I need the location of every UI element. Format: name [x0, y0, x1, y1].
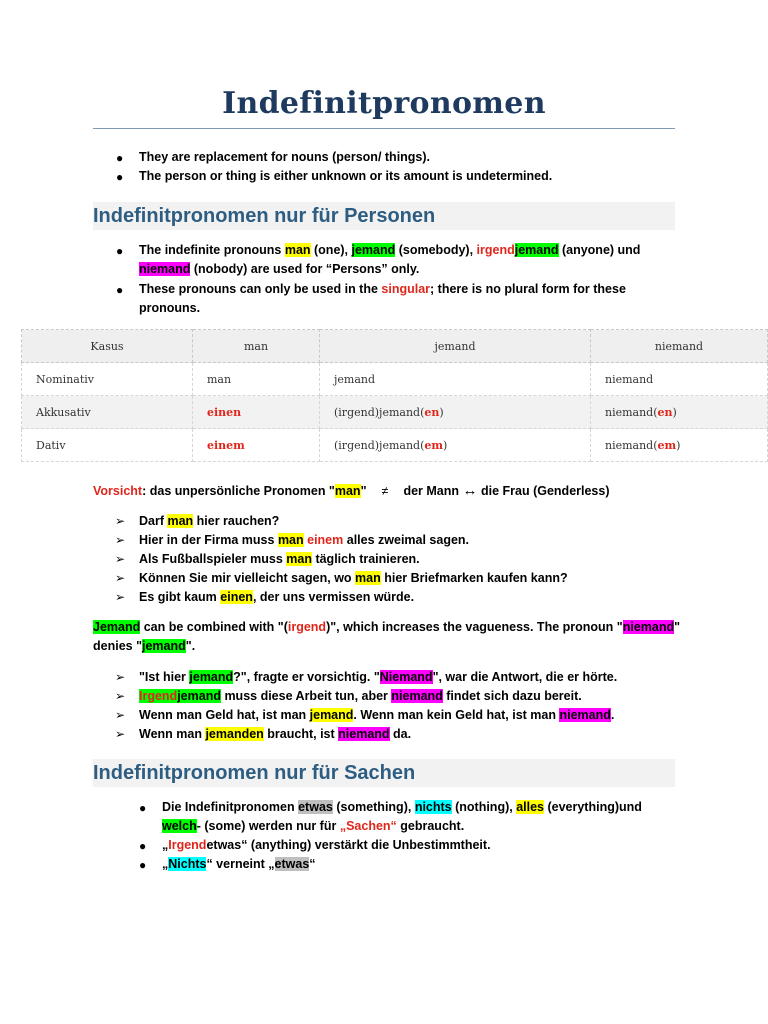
table-row — [22, 363, 768, 396]
bullet-icon: ● — [139, 839, 147, 853]
column-header: Kasus — [22, 330, 193, 363]
intro-item: They are replacement for nouns (person/ things). — [139, 150, 431, 164]
table-header-row — [22, 330, 768, 363]
table-cell: einem — [193, 429, 320, 462]
arrow-bullet-icon: ➢ — [115, 590, 126, 604]
vorsicht-note: Vorsicht: das unpersönliche Pronomen "man" ≠ der Mann ↔ die Frau (Genderless) — [93, 482, 610, 499]
table-cell: Nominativ — [22, 363, 193, 396]
table-cell: niemand — [591, 363, 768, 396]
arrow-bullet-icon: ➢ — [115, 571, 126, 585]
table-cell: Akkusativ — [22, 396, 193, 429]
table-cell: einen — [193, 396, 320, 429]
page-title: Indefinitpronomen — [222, 86, 546, 121]
column-header: niemand — [591, 330, 768, 363]
jemand-example: Wenn man jemanden braucht, ist niemand da. — [139, 727, 412, 741]
table-row — [22, 429, 768, 462]
table-cell: Dativ — [22, 429, 193, 462]
man-example: Hier in der Firma muss man einem alles zweimal sagen. — [139, 533, 470, 547]
jemand-example: Irgendjemand muss diese Arbeit tun, aber niemand findet sich dazu bereit. — [139, 689, 582, 703]
bullet-icon: ● — [139, 858, 147, 872]
table-cell: niemand(en) — [591, 396, 768, 429]
bullet-icon: ● — [116, 170, 124, 184]
title-divider — [93, 128, 675, 129]
arrow-bullet-icon: ➢ — [115, 552, 126, 566]
man-example: Es gibt kaum einen, der uns vermissen würde. — [139, 590, 415, 604]
column-header: jemand — [320, 330, 591, 363]
bullet-icon: ● — [116, 244, 124, 258]
column-header: man — [193, 330, 320, 363]
arrow-bullet-icon: ➢ — [115, 533, 126, 547]
arrow-bullet-icon: ➢ — [115, 670, 126, 684]
table-row — [22, 396, 768, 429]
man-example: Können Sie mir vielleicht sagen, wo man hier Briefmarken kaufen kann? — [139, 571, 568, 585]
sachen-item: „Nichts“ verneint „etwas“ — [162, 857, 316, 871]
bullet-icon: ● — [116, 151, 124, 165]
bullet-icon: ● — [116, 283, 124, 297]
arrow-bullet-icon: ➢ — [115, 689, 126, 703]
arrow-bullet-icon: ➢ — [115, 514, 126, 528]
man-example: Darf man hier rauchen? — [139, 514, 280, 528]
arrow-bullet-icon: ➢ — [115, 708, 126, 722]
arrow-bullet-icon: ➢ — [115, 727, 126, 741]
man-example: Als Fußballspieler muss man täglich trainieren. — [139, 552, 420, 566]
sachen-item: Die Indefinitpronomen etwas (something), nichts (nothing), alles (everything)und welch- (some) werden nur für „Sachen“ gebraucht. — [162, 800, 642, 833]
table-cell: niemand(em) — [591, 429, 768, 462]
table-cell: man — [193, 363, 320, 396]
table-cell: (irgend)jemand(em) — [320, 429, 591, 462]
kasus-table — [21, 329, 768, 462]
table-cell: jemand — [320, 363, 591, 396]
double-arrow-icon: ↔ — [462, 482, 478, 499]
jemand-example: Wenn man Geld hat, ist man jemand. Wenn man kein Geld hat, ist man niemand. — [139, 708, 615, 722]
not-equal-icon: ≠ — [381, 484, 389, 498]
sachen-item: „Irgendetwas“ (anything) verstärkt die Unbestimmtheit. — [162, 838, 491, 852]
personen-item: These pronouns can only be used in the singular; there is no plural form for these pronouns. — [139, 282, 626, 315]
table-cell: (irgend)jemand(en) — [320, 396, 591, 429]
section-heading-personen: Indefinitpronomen nur für Personen — [93, 202, 675, 230]
section-heading-sachen: Indefinitpronomen nur für Sachen — [93, 759, 675, 787]
bullet-icon: ● — [139, 801, 147, 815]
jemand-example: "Ist hier jemand?", fragte er vorsichtig. "Niemand", war die Antwort, die er hörte. — [139, 670, 618, 684]
personen-item: The indefinite pronouns man (one), jemand (somebody), irgendjemand (anyone) und niemand (nobody) are used for “Persons” only. — [139, 243, 641, 276]
intro-item: The person or thing is either unknown or its amount is undetermined. — [139, 169, 553, 183]
jemand-note: Jemand can be combined with "(irgend)", which increases the vagueness. The pronoun "niemand" denies "jemand". — [93, 620, 681, 653]
